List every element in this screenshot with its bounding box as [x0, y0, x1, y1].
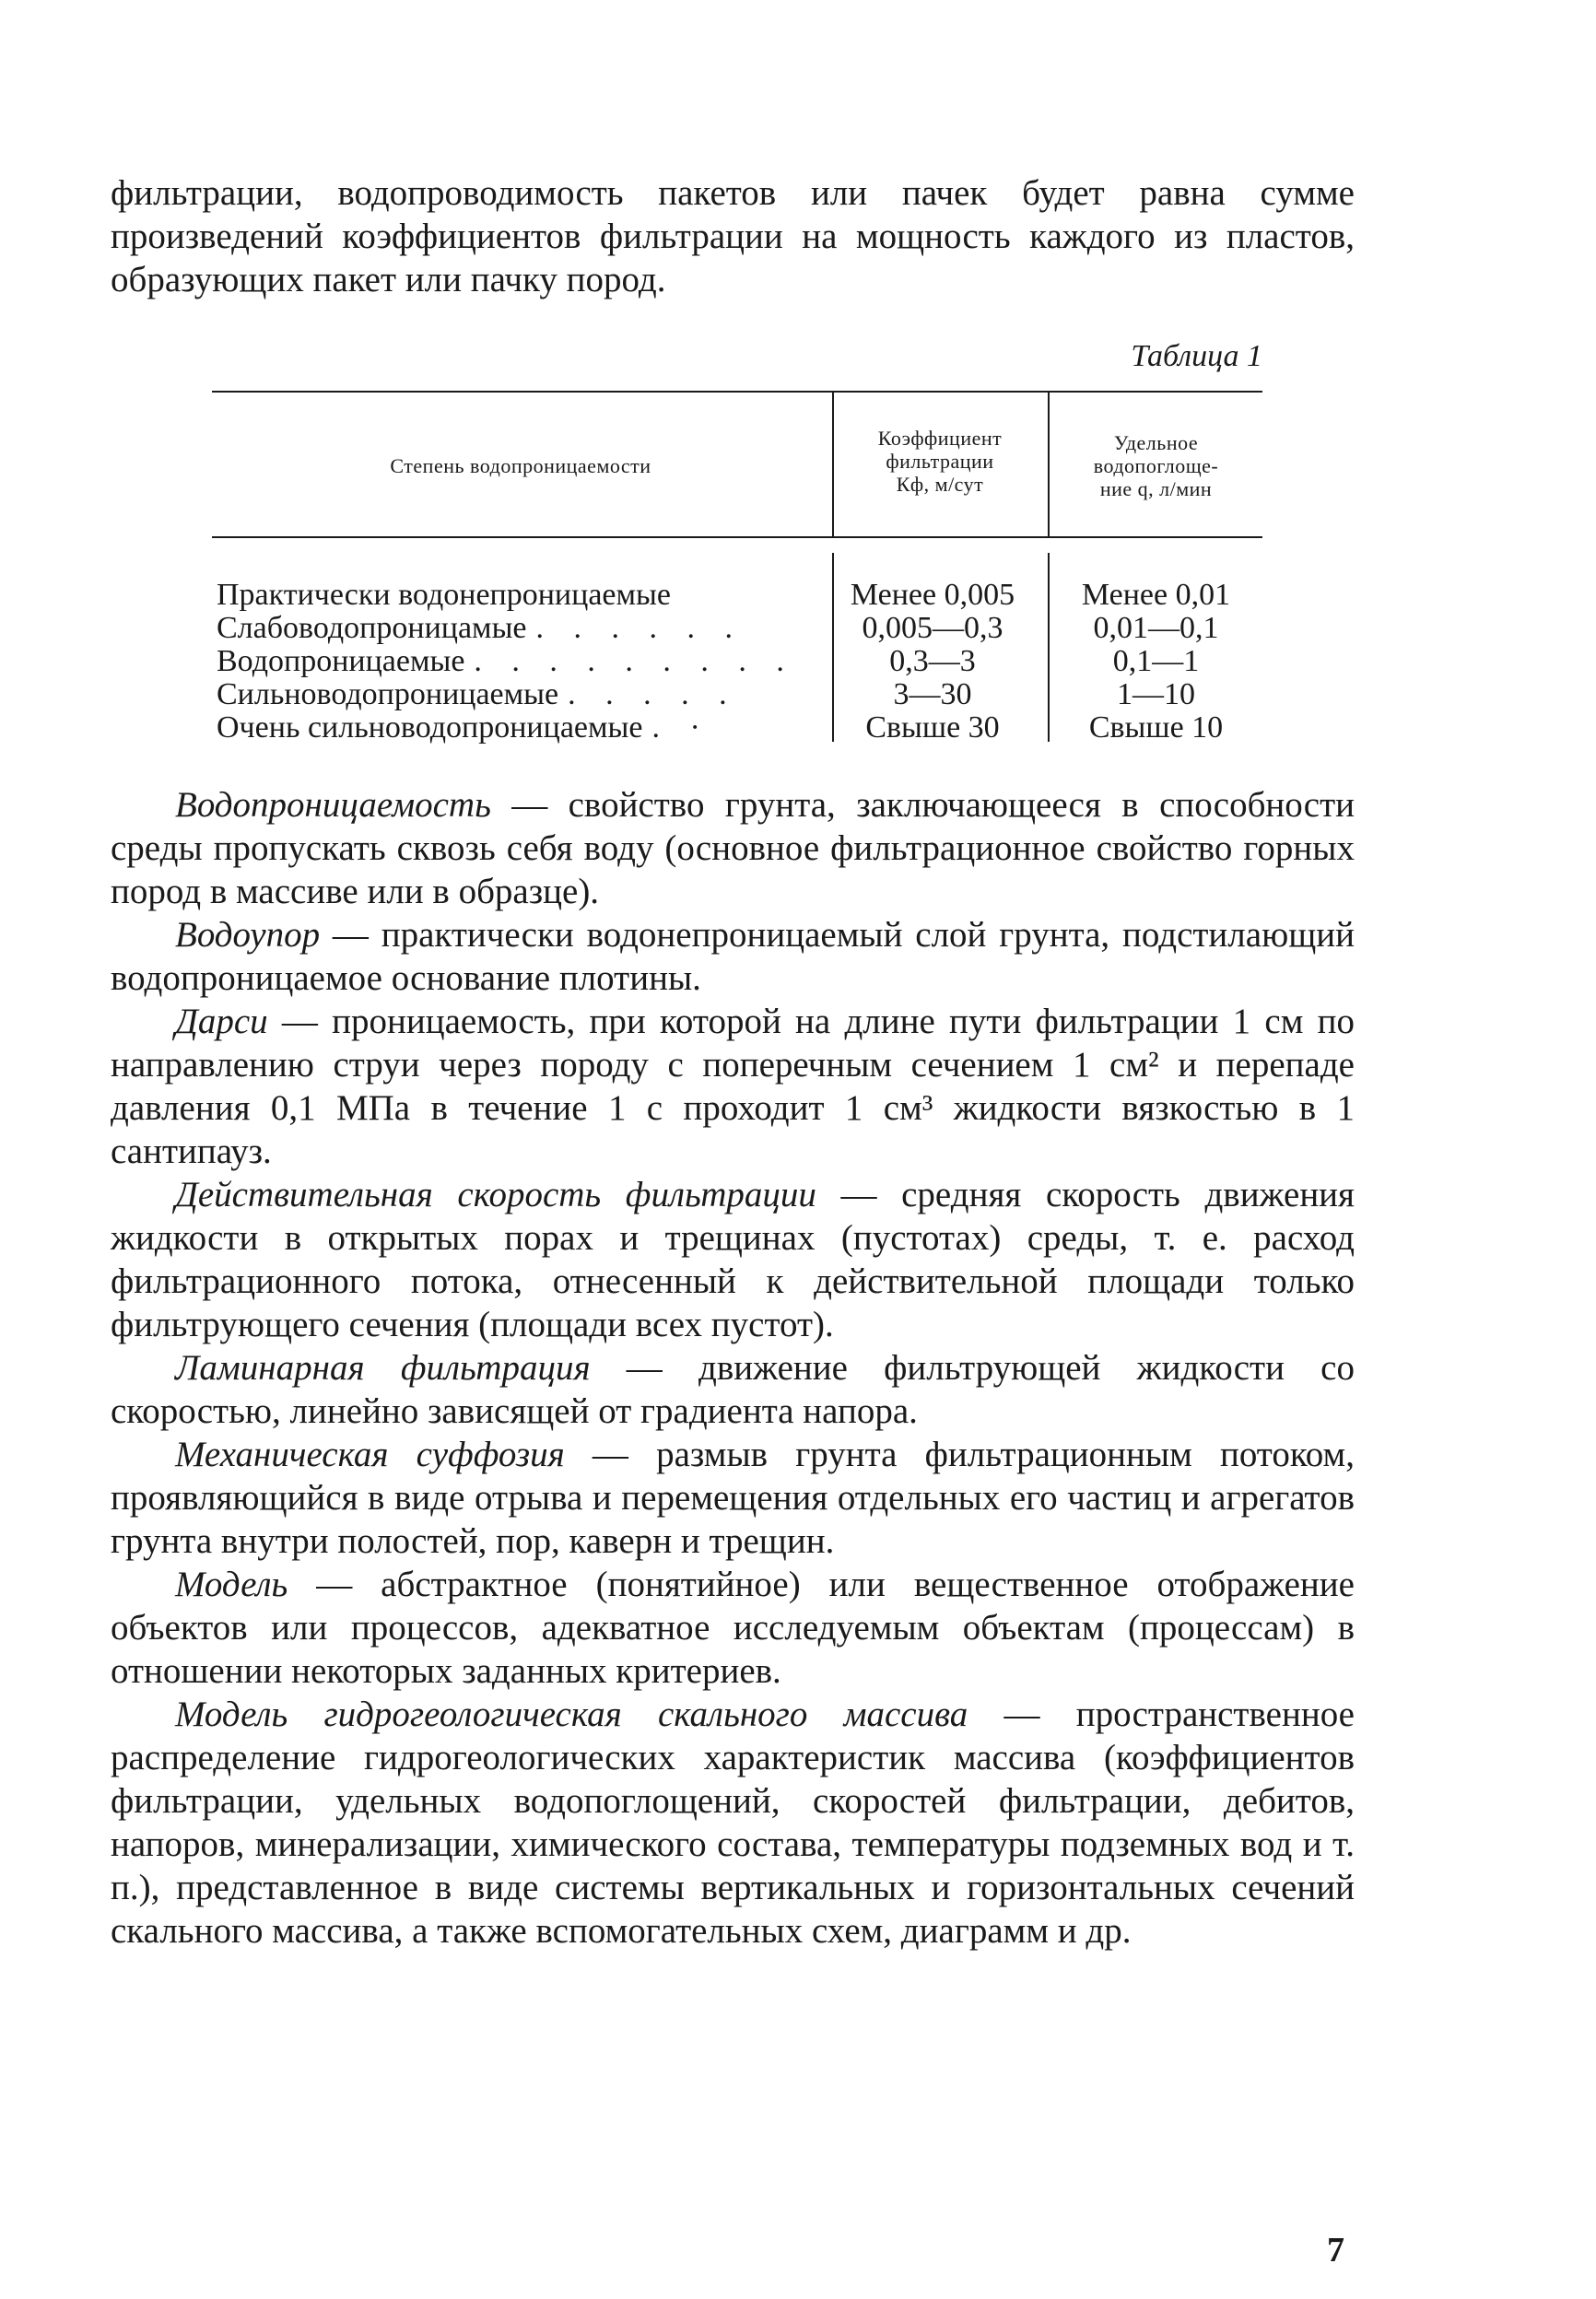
definition-term: Дарси — [175, 1002, 268, 1041]
cell-q: Свыше 10 — [1088, 710, 1224, 745]
header-q-line: водопоглоще- — [1093, 454, 1219, 477]
definition-text: — свойство грунта, заключающееся в способности среды пропускать сквозь себя воду (основное фильтрационное свойство горных пород в массиве или в образце). — [111, 785, 1355, 911]
cell-q: 0,01—0,1 — [1093, 611, 1219, 645]
cell-degree: Очень сильноводопроницаемые . · — [217, 711, 816, 745]
table-header-q — [1052, 431, 1260, 500]
definition-text: — средняя скорость движения жидкости в открытых порах и трещинах (пустотах) среды, т. е. расход фильтрационного потока, отнесенный к действительной площади только фильтрующего сечения (площади всех пустот). — [111, 1175, 1355, 1344]
cell-kf: 0,005—0,3 — [862, 611, 1003, 645]
cell-kf: 3—30 — [893, 677, 972, 711]
header-kf-line: Коэффициент — [877, 427, 1003, 450]
table-header-degree — [217, 454, 825, 477]
leader-dots: . · — [651, 711, 711, 745]
intro-paragraph: фильтрации, водопроводимость пакетов или пачек будет равна сумме произведений коэффициентов фильтрации на мощность каждого из пластов, образующих пакет или пачку пород. — [111, 173, 1355, 299]
table-row — [217, 711, 1262, 745]
definitions-list — [111, 783, 1355, 1953]
cell-kf: Свыше 30 — [865, 710, 1000, 745]
table-divider-1 — [832, 391, 834, 536]
table-row — [217, 579, 1262, 612]
table-divider-2 — [1048, 391, 1050, 536]
header-q-line: ние q, л/мин — [1099, 477, 1213, 500]
definition-paragraph — [111, 1563, 1355, 1693]
definition-term: Механическая суффозия — [175, 1435, 565, 1474]
definition-paragraph — [111, 1433, 1355, 1563]
header-kf-line: фильтрации — [886, 450, 994, 473]
definition-term: Ламинарная фильтрация — [175, 1348, 591, 1388]
leader-dots: . . . . . . — [535, 612, 744, 645]
header-q-line: Удельное — [1113, 431, 1199, 454]
definition-text: — пространственное распределение гидрогеологических характеристик массива (коэффициентов фильтрации, удельных водопоглощений, скоростей фильтрации, дебитов, напоров, минерализации, химического состава, температуры подземных вод и т. п.), представленное в виде системы вертикальных и горизонтальных сечений скального массива, а также вспомогательных схем, диаграмм и др. — [111, 1695, 1355, 1951]
leader-dots: . . . . . — [568, 678, 738, 711]
table-row — [217, 678, 1262, 711]
table-top-rule — [212, 391, 1262, 393]
cell-degree: Практически водонепроницаемые — [217, 579, 816, 612]
header-degree-text: Степень водопроницаемости — [390, 454, 651, 477]
table-header-rule — [212, 536, 1262, 538]
definition-text: — движение фильтрующей жидкости со скоростью, линейно зависящей от градиента напора. — [111, 1348, 1355, 1431]
definition-text: — размыв грунта фильтрационным потоком, проявляющийся в виде отрыва и перемещения отдельных его частиц и агрегатов грунта внутри полостей, пор, каверн и трещин. — [111, 1435, 1355, 1561]
definition-term: Водопроницаемость — [175, 785, 491, 825]
cell-degree: Слабоводопроницамые . . . . . . — [217, 612, 816, 645]
definition-paragraph — [111, 1346, 1355, 1433]
definition-term: Действительная скорость фильтрации — [175, 1175, 816, 1214]
cell-q: Менее 0,01 — [1081, 578, 1231, 612]
definition-paragraph — [111, 1173, 1355, 1346]
table-row — [217, 645, 1262, 678]
header-kf-line: Кф, м/сут — [896, 473, 984, 496]
definition-term: Водоупор — [175, 915, 321, 955]
cell-degree: Водопроницаемые . . . . . . . . . — [217, 645, 816, 678]
table-caption: Таблица 1 — [1131, 339, 1262, 373]
cell-q: 0,1—1 — [1112, 644, 1200, 678]
cell-degree: Сильноводопроницаемые . . . . . — [217, 678, 816, 711]
definition-paragraph — [111, 1693, 1355, 1953]
cell-q: 1—10 — [1117, 677, 1195, 711]
cell-kf: 0,3—3 — [889, 644, 976, 678]
table-row — [217, 612, 1262, 645]
page-number: 7 — [1327, 2231, 1344, 2270]
definition-text: — абстрактное (понятийное) или вещественное отображение объектов или процессов, адекватное исследуемым объектам (процессам) в отношении некоторых заданных критериев. — [111, 1565, 1355, 1691]
cell-kf: Менее 0,005 — [850, 578, 1015, 612]
definition-term: Модель гидрогеологическая скального массива — [175, 1695, 968, 1734]
definition-paragraph — [111, 913, 1355, 1000]
definition-text: — практически водонепроницаемый слой грунта, подстилающий водопроницаемое основание плотины. — [111, 915, 1355, 998]
definition-term: Модель — [175, 1565, 288, 1604]
definition-text: — проницаемость, при которой на длине пути фильтрации 1 см по направлению струи через породу с поперечным сечением 1 см² и перепаде давления 0,1 МПа в течение 1 с проходит 1 см³ жидкости вязкостью в 1 сантипауз. — [111, 1002, 1355, 1171]
definition-paragraph — [111, 783, 1355, 913]
table-body — [217, 579, 1262, 745]
definition-paragraph — [111, 1000, 1355, 1173]
leader-dots: . . . . . . . . . — [474, 645, 795, 678]
table-header-kf — [837, 427, 1043, 496]
leader-dots — [671, 579, 816, 612]
